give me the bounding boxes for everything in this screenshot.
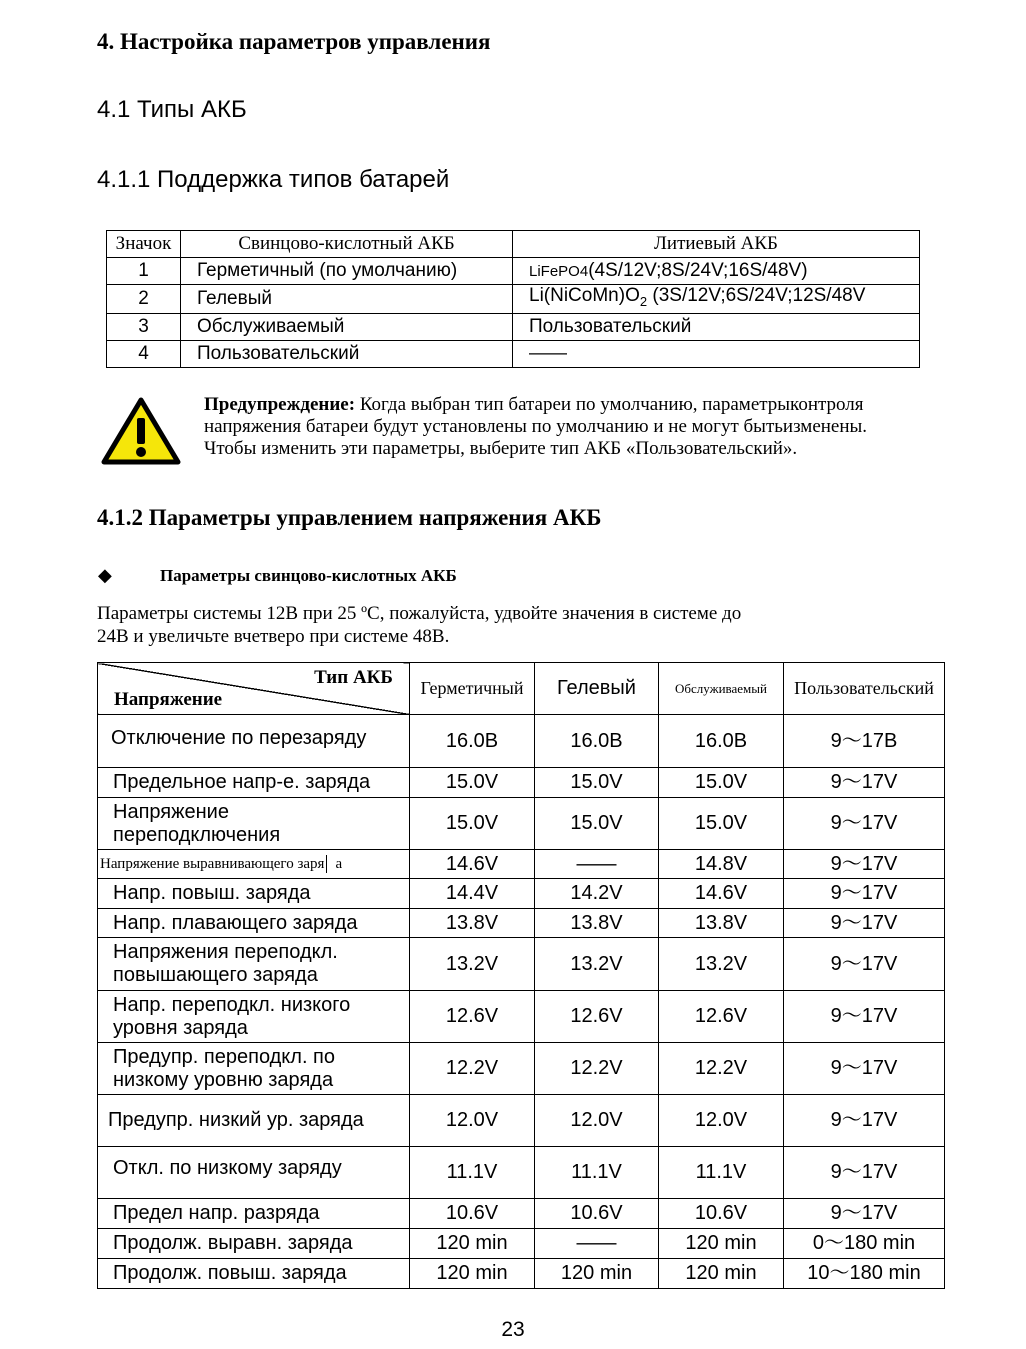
param-name: Предупр. низкий ур. заряда [98,1095,410,1147]
value-user: 9～17V [784,1095,945,1147]
lithium-subscript: 2 [639,293,648,309]
value-gel: 13.8V [535,909,659,938]
table-row [107,285,920,314]
param-name: Напряжение переподключения [98,798,410,850]
value-sealed: 12.0V [410,1095,535,1147]
value-flooded: 120 min [659,1229,784,1259]
row-number: 3 [107,313,181,340]
param-name: Предельное напр-е. заряда [98,768,410,798]
table-row [98,768,945,798]
value-flooded: 13.8V [659,909,784,938]
value-gel: —— [535,850,659,879]
lead-acid-params-title: Параметры свинцово-кислотных АКБ [160,566,457,585]
value-sealed: 16.0В [410,715,535,768]
table-row [98,1147,945,1199]
param-name: Предел напр. разряда [98,1199,410,1229]
system-note [97,602,741,648]
value-user: 9～17V [784,879,945,909]
table-header-row [98,663,945,715]
section-heading-4-1: 4.1 Типы АКБ [97,96,247,123]
battery-types-table [106,230,920,368]
param-name: Продолж. повыш. заряда [98,1259,410,1289]
value-gel: 14.2V [535,879,659,909]
value-gel: 16.0В [535,715,659,768]
value-flooded: 15.0V [659,798,784,850]
value-user: 0～180 min [784,1229,945,1259]
lithium-prefix: LiFePO4 [529,262,589,280]
table-row [107,313,920,340]
value-user: 9～17V [784,1043,945,1095]
value-gel: 15.0V [535,768,659,798]
value-sealed: 10.6V [410,1199,535,1229]
table-row [98,1259,945,1289]
value-flooded: 120 min [659,1259,784,1289]
value-gel: —— [535,1229,659,1259]
value-flooded: 14.8V [659,850,784,879]
value-sealed: 120 min [410,1259,535,1289]
section-heading-4-1-1: 4.1.1 Поддержка типов батарей [97,166,450,193]
table-row [98,850,945,879]
value-user: 9～17V [784,991,945,1043]
value-sealed: 15.0V [410,798,535,850]
value-flooded: 11.1V [659,1147,784,1199]
value-sealed: 12.6V [410,991,535,1043]
value-flooded: 13.2V [659,938,784,991]
value-flooded: 14.6V [659,879,784,909]
value-gel: 15.0V [535,798,659,850]
header-corner-cell [98,663,410,715]
value-flooded: 15.0V [659,768,784,798]
value-user: 9～17V [784,1147,945,1199]
value-sealed: 14.4V [410,879,535,909]
warning-line-3: Чтобы изменить эти параметры, выберите тип АКБ «Пользовательский». [204,438,798,459]
warning-line-2: напряжения батареи будут установлены по умолчанию и не могут бытьизменены. [204,416,868,437]
row-number: 2 [107,285,181,314]
value-user: 9～17V [784,850,945,879]
value-gel: 12.2V [535,1043,659,1095]
warning-triangle-icon [100,396,182,466]
param-name [98,850,410,879]
table-row [98,715,945,768]
table-row [98,798,945,850]
value-sealed: 15.0V [410,768,535,798]
table-row [98,1199,945,1229]
table-row [107,340,920,367]
value-flooded: 12.2V [659,1043,784,1095]
page-number: 23 [501,1318,525,1341]
header-lead-acid: Свинцово-кислотный АКБ [181,231,513,258]
value-gel: 12.6V [535,991,659,1043]
col-user: Пользовательский [784,663,945,715]
lithium-rest: (3S/12V;6S/24V;12S/48V [647,285,866,306]
value-sealed: 120 min [410,1229,535,1259]
param-name: Напр. переподкл. низкого уровня заряда [98,991,410,1043]
section-heading-4-1-2: 4.1.2 Параметры управлением напряжения АКБ [97,505,602,530]
value-user: 9～17V [784,768,945,798]
value-sealed: 12.2V [410,1043,535,1095]
value-gel: 10.6V [535,1199,659,1229]
param-name: Отключение по перезаряду [98,715,410,768]
table-row [98,1229,945,1259]
value-user: 9～17V [784,798,945,850]
table-row [98,991,945,1043]
value-user: 9～17V [784,1199,945,1229]
lead-acid-type: Пользовательский [181,340,513,367]
bullet-icon: ◆ [98,565,112,586]
corner-battery-type: Тип АКБ [314,667,393,688]
value-gel: 11.1V [535,1147,659,1199]
lithium-rest: (4S/12V;8S/24V;16S/48V) [588,259,808,281]
header-lithium: Литиевый АКБ [513,231,920,258]
table-header-row [107,231,920,258]
value-gel: 120 min [535,1259,659,1289]
value-sealed: 13.8V [410,909,535,938]
lithium-type: Пользовательский [513,313,920,340]
table-row [98,909,945,938]
table-row [98,879,945,909]
corner-voltage: Напряжение [114,689,223,710]
lithium-prefix: Li(NiCoMn)O [529,285,640,306]
param-name: Предупр. переподкл. по низкому уровню заряда [98,1043,410,1095]
param-name-tail: а [335,855,343,872]
system-note-line-1: Параметры системы 12В при 25 ºC, пожалуйста, удвойте значения в системе до [97,603,742,624]
table-row [107,258,920,285]
value-sealed: 11.1V [410,1147,535,1199]
value-user: 10～180 min [784,1259,945,1289]
param-name: Откл. по низкому заряду [98,1147,410,1199]
table-row [98,1095,945,1147]
lithium-type [513,285,920,314]
param-name: Напряжения переподкл. повышающего заряда [98,938,410,991]
header-icon-col: Значок [107,231,181,258]
param-name-text: Напряжение выравнивающего заря [100,855,325,872]
value-flooded: 16.0В [659,715,784,768]
lead-acid-type: Гелевый [181,285,513,314]
value-user: 9～17V [784,909,945,938]
col-sealed: Герметичный [410,663,535,715]
warning-text [204,394,1004,460]
col-gel: Гелевый [535,663,659,715]
value-user: 9～17V [784,938,945,991]
value-flooded: 12.6V [659,991,784,1043]
value-flooded: 10.6V [659,1199,784,1229]
value-flooded: 12.0V [659,1095,784,1147]
warning-line-1 [204,394,1004,416]
param-name: Напр. плавающего заряда [98,909,410,938]
param-name-separator [326,855,327,873]
value-gel: 12.0V [535,1095,659,1147]
system-note-line-2: 24В и увеличьте вчетверо при системе 48В. [97,626,450,647]
table-row [98,1043,945,1095]
param-name: Напр. повыш. заряда [98,879,410,909]
table-row [98,938,945,991]
value-sealed: 13.2V [410,938,535,991]
warning-title: Предупреждение: [204,394,356,415]
value-sealed: 14.6V [410,850,535,879]
value-gel: 13.2V [535,938,659,991]
warning-line-1-text: Когда выбран тип батареи по умолчанию, параметрыконтроля [355,394,864,415]
lithium-type [513,258,920,285]
lithium-type: —— [513,340,920,367]
lead-acid-type: Герметичный (по умолчанию) [181,258,513,285]
col-flooded: Обслуживаемый [659,663,784,715]
row-number: 4 [107,340,181,367]
lead-acid-type: Обслуживаемый [181,313,513,340]
row-number: 1 [107,258,181,285]
value-user: 9～17В [784,715,945,768]
param-name: Продолж. выравн. заряда [98,1229,410,1259]
voltage-params-table [97,662,945,1289]
section-heading-4: 4. Настройка параметров управления [97,29,491,54]
